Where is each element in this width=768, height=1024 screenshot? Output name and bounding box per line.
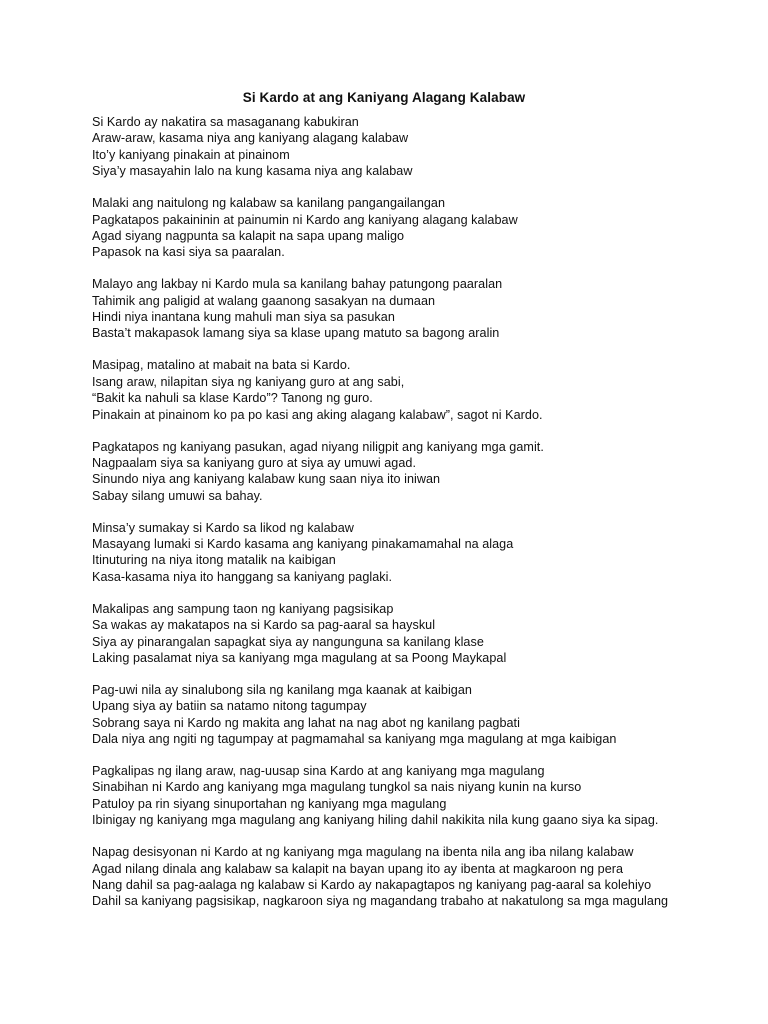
poem-line: Siya’y masayahin lalo na kung kasama niya ang kalabaw bbox=[92, 164, 413, 179]
poem-line: Siya ay pinarangalan sapagkat siya ay nangunguna sa kanilang klase bbox=[92, 634, 484, 649]
poem-line: Nang dahil sa pag-aalaga ng kalabaw si Kardo ay nakapagtapos ng kaniyang pag-aaral sa kolehiyo bbox=[92, 877, 652, 892]
poem-line: Patuloy pa rin siyang sinuportahan ng kaniyang mga magulang bbox=[92, 796, 447, 811]
poem-line: Kasa-kasama niya ito hanggang sa kaniyang paglaki. bbox=[92, 569, 393, 584]
poem-line: Dala niya ang ngiti ng tagumpay at pagmamahal sa kaniyang mga magulang at mga kaibigan bbox=[92, 732, 617, 747]
stanza bbox=[92, 276, 712, 342]
stanza bbox=[92, 763, 712, 829]
poem-line: Ibinigay ng kaniyang mga magulang ang kaniyang hiling dahil nakikita nila kung gaano siya ka sipag. bbox=[92, 813, 659, 828]
poem-line: Sabay silang umuwi sa bahay. bbox=[92, 488, 263, 503]
poem-line: Dahil sa kaniyang pagsisikap, nagkaroon siya ng magandang trabaho at nakatulong sa mga magulang bbox=[92, 894, 669, 909]
stanza bbox=[92, 195, 712, 261]
stanza bbox=[92, 357, 712, 423]
poem-line: Si Kardo ay nakatira sa masaganang kabukiran bbox=[92, 115, 359, 129]
stanza bbox=[92, 844, 712, 910]
poem-line: Isang araw, nilapitan siya ng kaniyang guro at ang sabi, bbox=[92, 374, 405, 389]
poem-line: Minsa’y sumakay si Kardo sa likod ng kalabaw bbox=[92, 520, 354, 535]
poem-line: Sinundo niya ang kaniyang kalabaw kung saan niya ito iniwan bbox=[92, 472, 441, 487]
poem-body bbox=[92, 114, 712, 925]
poem-line: Itinuturing na niya itong matalik na kaibigan bbox=[92, 553, 336, 568]
stanza bbox=[92, 114, 712, 180]
poem-line: Pinakain at pinainom ko pa po kasi ang aking alagang kalabaw”, sagot ni Kardo. bbox=[92, 407, 543, 422]
poem-line: Agad siyang nagpunta sa kalapit na sapa upang maligo bbox=[92, 228, 405, 243]
poem-line: Tahimik ang paligid at walang gaanong sasakyan na dumaan bbox=[92, 293, 436, 308]
poem-line: Nagpaalam siya sa kaniyang guro at siya ay umuwi agad. bbox=[92, 455, 417, 470]
poem-line: Sa wakas ay makatapos na si Kardo sa pag-aaral sa hayskul bbox=[92, 618, 436, 633]
poem-line: Ito’y kaniyang pinakain at pinainom bbox=[92, 147, 290, 162]
poem-line: Pagkalipas ng ilang araw, nag-uusap sina Kardo at ang kaniyang mga magulang bbox=[92, 764, 545, 778]
document-title: Si Kardo at ang Kaniyang Alagang Kalabaw bbox=[242, 90, 526, 105]
poem-line: Araw-araw, kasama niya ang kaniyang alagang kalabaw bbox=[92, 131, 409, 146]
poem-line: Sobrang saya ni Kardo ng makita ang lahat na nag abot ng kanilang pagbati bbox=[92, 715, 520, 730]
poem-line: Hindi niya inantana kung mahuli man siya sa pasukan bbox=[92, 310, 395, 325]
stanza bbox=[92, 439, 712, 505]
poem-line: Malayo ang lakbay ni Kardo mula sa kanilang bahay patungong paaralan bbox=[92, 277, 503, 292]
poem-line: “Bakit ka nahuli sa klase Kardo”? Tanong ng guro. bbox=[92, 391, 373, 406]
poem-line: Basta’t makapasok lamang siya sa klase upang matuto sa bagong aralin bbox=[92, 326, 500, 341]
poem-line: Pag-uwi nila ay sinalubong sila ng kanilang mga kaanak at kaibigan bbox=[92, 682, 472, 697]
poem-line: Makalipas ang sampung taon ng kaniyang pagsisikap bbox=[92, 601, 394, 616]
poem-line: Malaki ang naitulong ng kalabaw sa kanilang pangangailangan bbox=[92, 196, 446, 211]
poem-line: Agad nilang dinala ang kalabaw sa kalapit na bayan upang ito ay ibenta at magkaroon ng pera bbox=[92, 861, 624, 876]
poem-line: Napag desisyonan ni Kardo at ng kaniyang mga magulang na ibenta nila ang iba nilang kalabaw bbox=[92, 845, 634, 860]
poem-line: Pagkatapos ng kaniyang pasukan, agad niyang niligpit ang kaniyang mga gamit. bbox=[92, 439, 544, 454]
poem-line: Papasok na kasi siya sa paaralan. bbox=[92, 245, 285, 260]
poem-line: Pagkatapos pakaininin at painumin ni Kardo ang kaniyang alagang kalabaw bbox=[92, 212, 518, 227]
stanza bbox=[92, 601, 712, 667]
stanza bbox=[92, 520, 712, 586]
poem-line: Laking pasalamat niya sa kaniyang mga magulang at sa Poong Maykapal bbox=[92, 650, 507, 665]
poem-line: Masayang lumaki si Kardo kasama ang kaniyang pinakamamahal na alaga bbox=[92, 537, 514, 552]
stanza bbox=[92, 682, 712, 748]
poem-line: Sinabihan ni Kardo ang kaniyang mga magulang tungkol sa nais niyang kunin na kurso bbox=[92, 780, 582, 795]
poem-line: Upang siya ay batiin sa natamo nitong tagumpay bbox=[92, 699, 367, 714]
poem-line: Masipag, matalino at mabait na bata si Kardo. bbox=[92, 358, 351, 373]
